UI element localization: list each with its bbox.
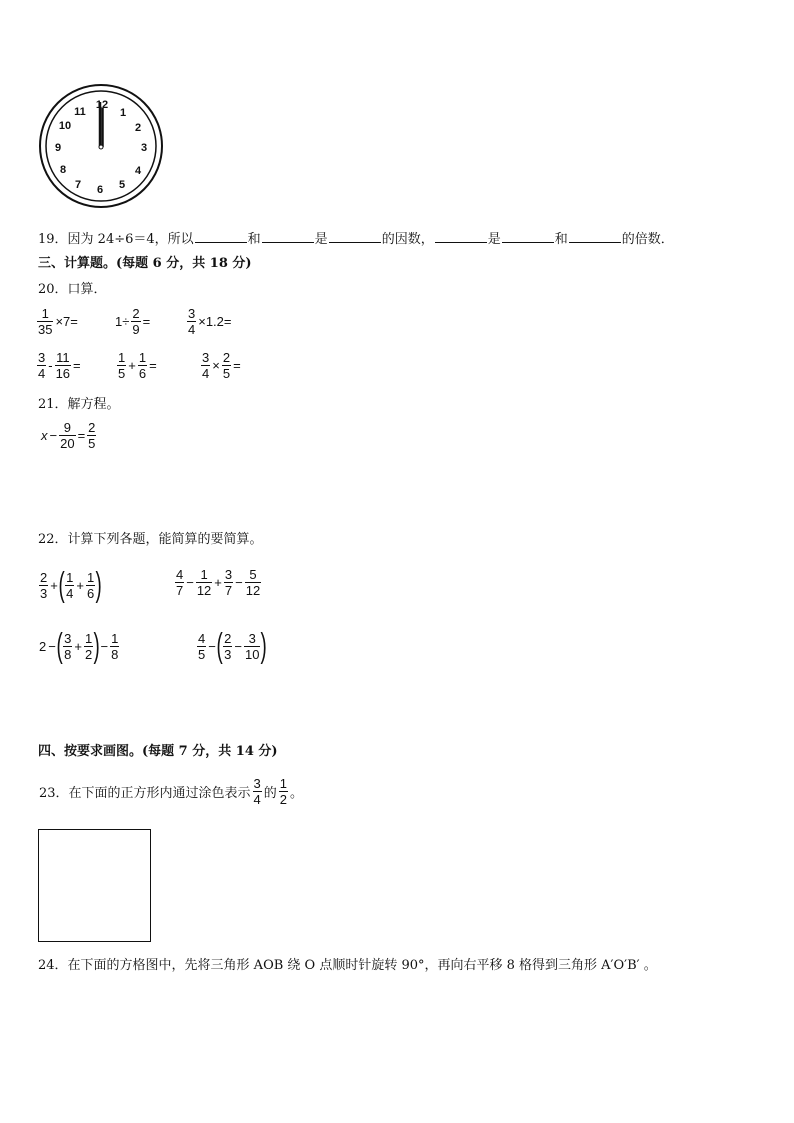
q20-expr-1c: $\frac{3}{4}$ ×1.2= — [188, 306, 232, 337]
fraction: $\frac{1}{6}$ — [86, 569, 95, 601]
q19-text-2: 和 — [247, 232, 261, 247]
fraction: $\frac{9}{20}$ — [60, 420, 75, 451]
fraction: $\frac{5}{12}$ — [245, 567, 261, 598]
question-20-title: 20．口算． — [38, 282, 107, 297]
q19-blank-5[interactable] — [502, 230, 554, 243]
fraction: $\frac{2}{9}$ — [132, 306, 140, 337]
q19-blank-6[interactable] — [569, 230, 621, 243]
q20-expr-2a: $\frac{3}{4}$ - $\frac{11}{16}$ = — [38, 350, 81, 381]
fraction: $\frac{1}{5}$ — [118, 350, 126, 381]
q22-expr-3: 2 − ( $\frac{3}{8}$ + $\frac{1}{2}$ ) − $\frac{1}{8}$ — [39, 627, 119, 665]
section-4-heading: 四、按要求画图。(每题 7 分，共 14 分) — [38, 744, 278, 759]
shading-square[interactable] — [38, 829, 151, 942]
clock-center — [99, 145, 103, 149]
clock-number: 2 — [134, 122, 142, 134]
fraction: $\frac{2}{5}$ — [222, 350, 231, 381]
q19-number: 19． — [38, 232, 68, 247]
q21-equation: x − $\frac{9}{20}$ = $\frac{2}{5}$ — [41, 420, 96, 451]
fraction: $\frac{3}{7}$ — [224, 567, 233, 598]
fraction: $\frac{4}{5}$ — [198, 630, 206, 662]
q19-blank-3[interactable] — [329, 230, 381, 243]
clock-number: 12 — [95, 99, 109, 111]
clock-number: 4 — [134, 165, 142, 177]
clock-number: 5 — [118, 179, 126, 191]
q19-text-4: 的因数， — [381, 232, 434, 247]
q19-text-3: 是 — [314, 232, 328, 247]
q19-blank-2[interactable] — [262, 230, 314, 243]
clock-number: 6 — [96, 184, 104, 196]
question-22-title: 22．计算下列各题，能简算的要简算。 — [38, 532, 263, 547]
fraction: $\frac{2}{3}$ — [224, 630, 232, 662]
clock-number: 9 — [54, 142, 62, 154]
q20-expr-2c: $\frac{3}{4}$ × $\frac{2}{5}$ = — [202, 350, 241, 381]
fraction: $\frac{1}{12}$ — [196, 567, 212, 598]
clock-number: 10 — [58, 120, 72, 132]
q20-expr-1b: 1÷ $\frac{2}{9}$ = — [115, 306, 151, 337]
fraction: $\frac{1}{35}$ — [38, 306, 53, 337]
clock-number: 1 — [119, 107, 127, 119]
fraction: $\frac{1}{8}$ — [111, 630, 119, 662]
fraction: $\frac{1}{2}$ — [84, 630, 93, 662]
fraction: $\frac{2}{3}$ — [40, 569, 48, 601]
fraction: $\frac{2}{5}$ — [88, 420, 96, 451]
q22-expr-4: $\frac{4}{5}$ − ( $\frac{2}{3}$ − $\frac{3}{10}$ ) — [198, 627, 268, 665]
question-19 — [38, 230, 674, 248]
section-3-heading: 三、计算题。(每题 6 分，共 18 分) — [38, 256, 252, 271]
q20-expr-1a: $\frac{1}{35}$ ×7= — [38, 306, 78, 337]
q19-blank-1[interactable] — [195, 230, 247, 243]
q19-text-5: 是 — [487, 232, 501, 247]
q19-text-7: 的倍数． — [621, 232, 674, 247]
fraction: $\frac{3}{4}$ — [38, 350, 46, 381]
fraction: $\frac{11}{16}$ — [55, 350, 71, 381]
clock-number: 3 — [140, 142, 148, 154]
q22-expr-2: $\frac{4}{7}$ − $\frac{1}{12}$ + $\frac{3}{7}$ − $\frac{5}{12}$ — [176, 567, 261, 598]
fraction: $\frac{3}{8}$ — [64, 630, 72, 662]
q19-text-1: 因为 24÷6＝4，所以 — [67, 232, 194, 247]
q22-expr-1: $\frac{2}{3}$ + ( $\frac{1}{4}$ + $\frac{1}{6}$ ) — [40, 566, 102, 604]
clock-number: 7 — [74, 179, 82, 191]
question-23: 23．在下面的正方形内通过涂色表示 $\frac{3}{4}$ 的 $\frac{1}{2}$ 。 — [39, 776, 304, 807]
question-24: 24．在下面的方格图中，先将三角形 AOB 绕 O 点顺时针旋转 90°，再向右平移 8 格得到三角形 A′O′B′ 。 — [38, 958, 657, 973]
fraction: $\frac{1}{4}$ — [66, 569, 74, 601]
q19-blank-4[interactable] — [435, 230, 487, 243]
clock-figure — [38, 84, 166, 212]
fraction: $\frac{4}{7}$ — [176, 567, 184, 598]
q20-expr-2b: $\frac{1}{5}$ + $\frac{1}{6}$ = — [118, 350, 157, 381]
fraction: $\frac{3}{4}$ — [188, 306, 196, 337]
fraction: $\frac{3}{4}$ — [202, 350, 210, 381]
clock-number: 8 — [59, 164, 67, 176]
fraction: $\frac{1}{6}$ — [138, 350, 147, 381]
clock-number: 11 — [74, 106, 86, 118]
question-21-title: 21．解方程。 — [38, 397, 120, 412]
fraction: $\frac{3}{4}$ — [253, 776, 261, 807]
fraction: $\frac{3}{10}$ — [244, 630, 260, 662]
q19-text-6: 和 — [554, 232, 568, 247]
fraction: $\frac{1}{2}$ — [279, 776, 288, 807]
